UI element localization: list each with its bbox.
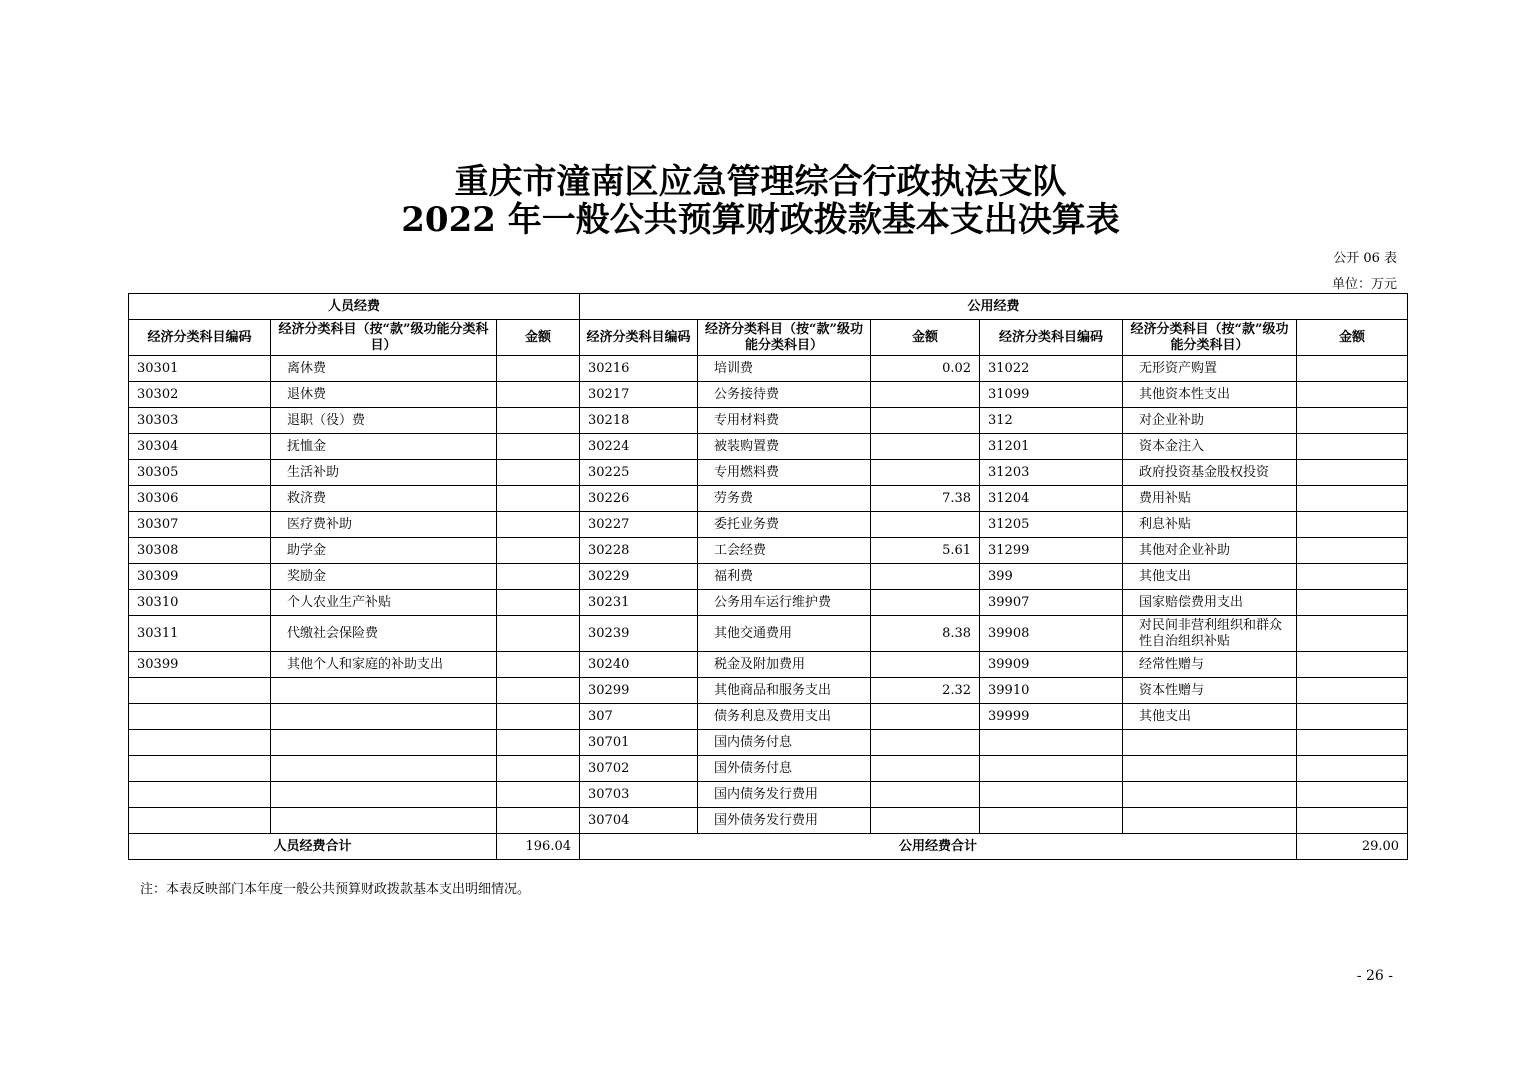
personnel-amount-cell xyxy=(497,538,580,564)
personnel-subject-cell xyxy=(271,756,497,782)
personnel-amount-cell xyxy=(497,486,580,512)
table-row xyxy=(129,356,1408,382)
personnel-code-cell: 30307 xyxy=(129,512,271,538)
table-row xyxy=(129,408,1408,434)
table-row xyxy=(129,512,1408,538)
public-amount-cell xyxy=(1297,486,1408,512)
public-amount-cell xyxy=(871,434,980,460)
unit-label: 单位：万元 xyxy=(1331,277,1397,292)
public-amount-cell xyxy=(1297,756,1408,782)
personnel-subject-cell: 抚恤金 xyxy=(271,434,497,460)
form-number: 公开 06 表 xyxy=(1333,251,1397,266)
public-code-cell: 30227 xyxy=(580,512,698,538)
table-group-header-row xyxy=(129,294,1408,320)
public-subject-cell: 专用材料费 xyxy=(698,408,871,434)
public-subject-cell xyxy=(1123,808,1297,834)
table-row xyxy=(129,486,1408,512)
public-amount-cell: 7.38 xyxy=(871,486,980,512)
public-subject-cell: 其他资本性支出 xyxy=(1123,382,1297,408)
public-subject-cell: 对民间非营利组织和群众性自治组织补贴 xyxy=(1123,616,1297,652)
public-total-label: 公用经费合计 xyxy=(580,834,1297,860)
public-subject-cell: 其他交通费用 xyxy=(698,616,871,652)
table-note: 注：本表反映部门本年度一般公共预算财政拨款基本支出明细情况。 xyxy=(140,882,531,897)
public-subject-cell: 国家赔偿费用支出 xyxy=(1123,590,1297,616)
public-code-cell: 30228 xyxy=(580,538,698,564)
public-code-cell: 39909 xyxy=(980,652,1123,678)
public-code-cell: 31205 xyxy=(980,512,1123,538)
public-amount-cell xyxy=(871,652,980,678)
public-code-cell: 30216 xyxy=(580,356,698,382)
public-code-cell: 399 xyxy=(980,564,1123,590)
table-row xyxy=(129,730,1408,756)
personnel-group-header: 人员经费 xyxy=(129,294,580,320)
personnel-subject-cell xyxy=(271,808,497,834)
public-amount-cell xyxy=(871,704,980,730)
personnel-subject-cell: 退休费 xyxy=(271,382,497,408)
public-code-cell: 39907 xyxy=(980,590,1123,616)
public-amount-cell xyxy=(1297,408,1408,434)
public-code-cell: 30229 xyxy=(580,564,698,590)
public-code-cell: 30218 xyxy=(580,408,698,434)
personnel-subject-cell xyxy=(271,730,497,756)
personnel-amount-cell xyxy=(497,590,580,616)
personnel-amount-cell xyxy=(497,512,580,538)
public-subject-cell: 工会经费 xyxy=(698,538,871,564)
public-amount-cell xyxy=(1297,460,1408,486)
personnel-subject-cell: 助学金 xyxy=(271,538,497,564)
public-code-cell: 30231 xyxy=(580,590,698,616)
personnel-code-cell: 30310 xyxy=(129,590,271,616)
personnel-amount-cell xyxy=(497,782,580,808)
table-row xyxy=(129,678,1408,704)
personnel-code-cell xyxy=(129,730,271,756)
personnel-subject-cell: 离休费 xyxy=(271,356,497,382)
public-subject-cell xyxy=(1123,730,1297,756)
personnel-code-cell xyxy=(129,704,271,730)
personnel-code-cell: 30309 xyxy=(129,564,271,590)
public-subject-cell: 税金及附加费用 xyxy=(698,652,871,678)
public-code-cell: 30239 xyxy=(580,616,698,652)
public-amount-cell: 5.61 xyxy=(871,538,980,564)
personnel-code-cell: 30302 xyxy=(129,382,271,408)
personnel-amount-cell xyxy=(497,408,580,434)
public-amount-cell xyxy=(871,782,980,808)
personnel-subject-cell xyxy=(271,678,497,704)
table-row xyxy=(129,756,1408,782)
personnel-amount-cell xyxy=(497,756,580,782)
personnel-code-cell: 30304 xyxy=(129,434,271,460)
public-amount-cell: 2.32 xyxy=(871,678,980,704)
personnel-subject-cell: 个人农业生产补贴 xyxy=(271,590,497,616)
table-row xyxy=(129,564,1408,590)
personnel-total-amount: 196.04 xyxy=(497,834,580,860)
col-header-code: 经济分类科目编码 xyxy=(129,320,271,356)
public-code-cell: 30702 xyxy=(580,756,698,782)
public-subject-cell xyxy=(1123,756,1297,782)
table-row xyxy=(129,538,1408,564)
col-header-amount: 金额 xyxy=(871,320,980,356)
public-amount-cell xyxy=(1297,704,1408,730)
col-header-code: 经济分类科目编码 xyxy=(580,320,698,356)
public-subject-cell: 费用补贴 xyxy=(1123,486,1297,512)
public-code-cell: 31299 xyxy=(980,538,1123,564)
personnel-amount-cell xyxy=(497,730,580,756)
public-code-cell: 31022 xyxy=(980,356,1123,382)
public-code-cell: 39908 xyxy=(980,616,1123,652)
public-subject-cell: 劳务费 xyxy=(698,486,871,512)
table-column-header-row xyxy=(129,320,1408,356)
public-amount-cell: 0.02 xyxy=(871,356,980,382)
public-subject-cell: 被装购置费 xyxy=(698,434,871,460)
public-code-cell: 30226 xyxy=(580,486,698,512)
budget-table xyxy=(128,293,1408,860)
personnel-amount-cell xyxy=(497,678,580,704)
col-header-subject: 经济分类科目（按“款”级功能分类科目） xyxy=(271,320,497,356)
public-amount-cell xyxy=(1297,564,1408,590)
personnel-code-cell: 30306 xyxy=(129,486,271,512)
public-subject-cell xyxy=(1123,782,1297,808)
public-subject-cell: 专用燃料费 xyxy=(698,460,871,486)
public-code-cell: 30703 xyxy=(580,782,698,808)
personnel-amount-cell xyxy=(497,356,580,382)
public-subject-cell: 委托业务费 xyxy=(698,512,871,538)
public-code-cell: 31203 xyxy=(980,460,1123,486)
public-amount-cell xyxy=(1297,782,1408,808)
public-subject-cell: 国外债务付息 xyxy=(698,756,871,782)
personnel-amount-cell xyxy=(497,382,580,408)
public-subject-cell: 无形资产购置 xyxy=(1123,356,1297,382)
public-subject-cell: 利息补贴 xyxy=(1123,512,1297,538)
col-header-subject: 经济分类科目（按“款”级功能分类科目） xyxy=(698,320,871,356)
table-row xyxy=(129,382,1408,408)
public-subject-cell: 对企业补助 xyxy=(1123,408,1297,434)
public-amount-cell xyxy=(871,382,980,408)
personnel-subject-cell: 奖励金 xyxy=(271,564,497,590)
personnel-code-cell: 30311 xyxy=(129,616,271,652)
col-header-subject: 经济分类科目（按“款”级功能分类科目） xyxy=(1123,320,1297,356)
report-title-line-1: 重庆市潼南区应急管理综合行政执法支队 xyxy=(454,162,1067,202)
table-row xyxy=(129,704,1408,730)
public-code-cell: 31204 xyxy=(980,486,1123,512)
table-row xyxy=(129,652,1408,678)
personnel-code-cell: 30308 xyxy=(129,538,271,564)
public-code-cell: 30217 xyxy=(580,382,698,408)
personnel-amount-cell xyxy=(497,652,580,678)
public-code-cell: 30704 xyxy=(580,808,698,834)
public-code-cell: 30224 xyxy=(580,434,698,460)
col-header-amount: 金额 xyxy=(1297,320,1408,356)
public-code-cell xyxy=(980,730,1123,756)
totals-row xyxy=(129,834,1408,860)
public-code-cell: 30240 xyxy=(580,652,698,678)
public-subject-cell: 其他支出 xyxy=(1123,704,1297,730)
public-subject-cell: 其他商品和服务支出 xyxy=(698,678,871,704)
personnel-subject-cell: 代缴社会保险费 xyxy=(271,616,497,652)
personnel-code-cell xyxy=(129,678,271,704)
public-subject-cell: 培训费 xyxy=(698,356,871,382)
table-row xyxy=(129,460,1408,486)
public-amount-cell xyxy=(1297,652,1408,678)
public-code-cell xyxy=(980,756,1123,782)
public-code-cell: 312 xyxy=(980,408,1123,434)
personnel-amount-cell xyxy=(497,616,580,652)
table-row xyxy=(129,808,1408,834)
public-amount-cell xyxy=(1297,538,1408,564)
col-header-amount: 金额 xyxy=(497,320,580,356)
public-amount-cell xyxy=(871,808,980,834)
public-amount-cell xyxy=(871,408,980,434)
public-amount-cell xyxy=(1297,678,1408,704)
personnel-code-cell: 30301 xyxy=(129,356,271,382)
public-subject-cell: 国内债务发行费用 xyxy=(698,782,871,808)
personnel-subject-cell xyxy=(271,782,497,808)
public-subject-cell: 其他支出 xyxy=(1123,564,1297,590)
public-subject-cell: 公务用车运行维护费 xyxy=(698,590,871,616)
personnel-code-cell: 30303 xyxy=(129,408,271,434)
public-subject-cell: 资本金注入 xyxy=(1123,434,1297,460)
public-amount-cell: 8.38 xyxy=(871,616,980,652)
personnel-amount-cell xyxy=(497,564,580,590)
public-code-cell xyxy=(980,808,1123,834)
col-header-code: 经济分类科目编码 xyxy=(980,320,1123,356)
public-amount-cell xyxy=(871,730,980,756)
personnel-subject-cell: 生活补助 xyxy=(271,460,497,486)
table-row xyxy=(129,782,1408,808)
table-body xyxy=(129,356,1408,834)
personnel-total-label: 人员经费合计 xyxy=(129,834,497,860)
public-subject-cell: 其他对企业补助 xyxy=(1123,538,1297,564)
public-amount-cell xyxy=(1297,512,1408,538)
public-code-cell: 30299 xyxy=(580,678,698,704)
personnel-subject-cell: 医疗费补助 xyxy=(271,512,497,538)
public-amount-cell xyxy=(1297,356,1408,382)
public-amount-cell xyxy=(1297,808,1408,834)
table-row xyxy=(129,590,1408,616)
public-code-cell: 30701 xyxy=(580,730,698,756)
public-code-cell: 30225 xyxy=(580,460,698,486)
public-code-cell xyxy=(980,782,1123,808)
public-subject-cell: 公务接待费 xyxy=(698,382,871,408)
public-code-cell: 31201 xyxy=(980,434,1123,460)
public-total-amount: 29.00 xyxy=(1297,834,1408,860)
table-row xyxy=(129,434,1408,460)
personnel-code-cell xyxy=(129,808,271,834)
public-subject-cell: 国外债务发行费用 xyxy=(698,808,871,834)
personnel-amount-cell xyxy=(497,808,580,834)
public-amount-cell xyxy=(1297,590,1408,616)
public-subject-cell: 资本性赠与 xyxy=(1123,678,1297,704)
public-code-cell: 31099 xyxy=(980,382,1123,408)
public-subject-cell: 债务利息及费用支出 xyxy=(698,704,871,730)
personnel-code-cell: 30305 xyxy=(129,460,271,486)
personnel-amount-cell xyxy=(497,704,580,730)
public-amount-cell xyxy=(871,564,980,590)
personnel-subject-cell xyxy=(271,704,497,730)
page-number: - 26 - xyxy=(1356,968,1393,984)
public-amount-cell xyxy=(1297,434,1408,460)
public-code-cell: 307 xyxy=(580,704,698,730)
public-code-cell: 39999 xyxy=(980,704,1123,730)
personnel-amount-cell xyxy=(497,434,580,460)
personnel-code-cell xyxy=(129,756,271,782)
public-amount-cell xyxy=(871,460,980,486)
personnel-code-cell xyxy=(129,782,271,808)
personnel-code-cell: 30399 xyxy=(129,652,271,678)
report-title-line-2: 2022 年一般公共预算财政拨款基本支出决算表 xyxy=(401,200,1120,240)
public-code-cell: 39910 xyxy=(980,678,1123,704)
public-subject-cell: 国内债务付息 xyxy=(698,730,871,756)
personnel-subject-cell: 其他个人和家庭的补助支出 xyxy=(271,652,497,678)
public-amount-cell xyxy=(1297,616,1408,652)
public-amount-cell xyxy=(871,512,980,538)
table-row xyxy=(129,616,1408,652)
public-subject-cell: 经常性赠与 xyxy=(1123,652,1297,678)
personnel-subject-cell: 退职（役）费 xyxy=(271,408,497,434)
public-subject-cell: 福利费 xyxy=(698,564,871,590)
public-subject-cell: 政府投资基金股权投资 xyxy=(1123,460,1297,486)
personnel-amount-cell xyxy=(497,460,580,486)
personnel-subject-cell: 救济费 xyxy=(271,486,497,512)
public-amount-cell xyxy=(871,590,980,616)
public-group-header: 公用经费 xyxy=(580,294,1408,320)
public-amount-cell xyxy=(871,756,980,782)
public-amount-cell xyxy=(1297,382,1408,408)
public-amount-cell xyxy=(1297,730,1408,756)
